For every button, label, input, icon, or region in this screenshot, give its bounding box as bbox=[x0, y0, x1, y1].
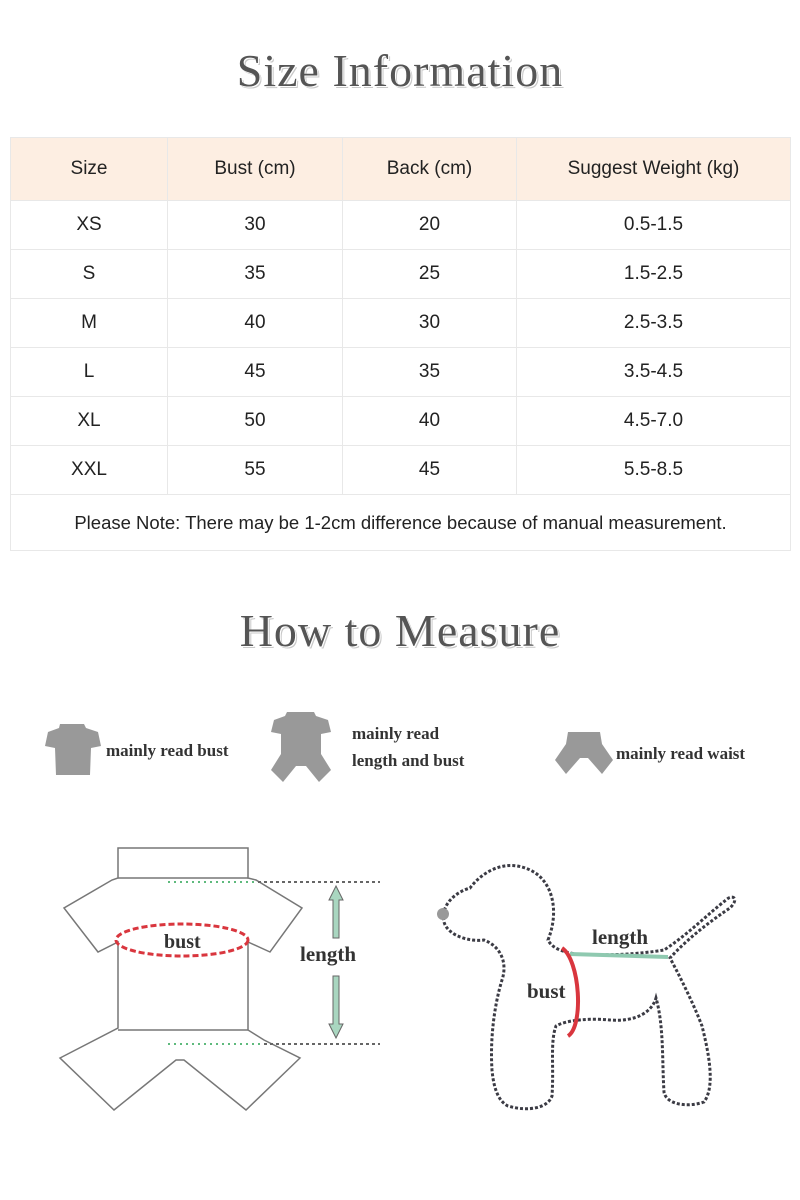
cell-back: 45 bbox=[343, 446, 517, 495]
table-row bbox=[11, 348, 791, 397]
cell-bust: 30 bbox=[168, 201, 343, 250]
garment-length-label: length bbox=[300, 942, 357, 966]
garment-outline bbox=[60, 848, 302, 1110]
measurement-note: Please Note: There may be 1-2cm difference because of manual measurement. bbox=[11, 495, 791, 551]
legend-label-line-1: mainly read bbox=[352, 724, 440, 743]
size-information-title: Size Information bbox=[236, 45, 564, 96]
legend-item-length-bust bbox=[270, 710, 464, 784]
dog-bust-label: bust bbox=[527, 979, 566, 1003]
header-bust: Bust (cm) bbox=[168, 138, 343, 201]
header-size: Size bbox=[11, 138, 168, 201]
cell-weight: 2.5-3.5 bbox=[517, 299, 791, 348]
cell-size: XXL bbox=[11, 446, 168, 495]
cell-size: XL bbox=[11, 397, 168, 446]
cell-back: 40 bbox=[343, 397, 517, 446]
jumpsuit-icon bbox=[270, 710, 332, 784]
header-back: Back (cm) bbox=[343, 138, 517, 201]
cell-bust: 50 bbox=[168, 397, 343, 446]
cell-weight: 1.5-2.5 bbox=[517, 250, 791, 299]
cell-back: 25 bbox=[343, 250, 517, 299]
how-to-measure-title: How to Measure bbox=[239, 605, 561, 656]
table-row bbox=[11, 250, 791, 299]
dog-length-marker bbox=[570, 954, 668, 957]
cell-size: M bbox=[11, 299, 168, 348]
measure-diagrams bbox=[0, 830, 800, 1130]
cell-weight: 5.5-8.5 bbox=[517, 446, 791, 495]
cell-bust: 55 bbox=[168, 446, 343, 495]
legend-item-waist bbox=[554, 730, 745, 776]
legend-label: mainly read waist bbox=[616, 743, 746, 763]
note-row bbox=[11, 495, 791, 551]
legend-label-line-2: length and bust bbox=[352, 751, 465, 770]
table-row bbox=[11, 299, 791, 348]
cell-back: 30 bbox=[343, 299, 517, 348]
table-row bbox=[11, 201, 791, 250]
table-row bbox=[11, 446, 791, 495]
cell-weight: 4.5-7.0 bbox=[517, 397, 791, 446]
cell-weight: 0.5-1.5 bbox=[517, 201, 791, 250]
cell-size: L bbox=[11, 348, 168, 397]
table-row bbox=[11, 397, 791, 446]
garment-bust-label: bust bbox=[164, 931, 201, 953]
table-header-row bbox=[11, 138, 791, 201]
cell-bust: 35 bbox=[168, 250, 343, 299]
dog-nose-icon bbox=[437, 908, 449, 920]
cell-size: XS bbox=[11, 201, 168, 250]
cell-size: S bbox=[11, 250, 168, 299]
cell-weight: 3.5-4.5 bbox=[517, 348, 791, 397]
pants-icon bbox=[554, 730, 614, 776]
dog-length-label: length bbox=[592, 925, 649, 949]
size-table bbox=[10, 137, 791, 551]
dog-outline bbox=[443, 865, 734, 1108]
legend-item-bust bbox=[44, 722, 229, 778]
cell-bust: 45 bbox=[168, 348, 343, 397]
cell-back: 20 bbox=[343, 201, 517, 250]
legend-label: mainly read bust bbox=[106, 740, 229, 760]
header-weight: Suggest Weight (kg) bbox=[517, 138, 791, 201]
cell-back: 35 bbox=[343, 348, 517, 397]
cell-bust: 40 bbox=[168, 299, 343, 348]
shirt-icon bbox=[44, 722, 102, 778]
